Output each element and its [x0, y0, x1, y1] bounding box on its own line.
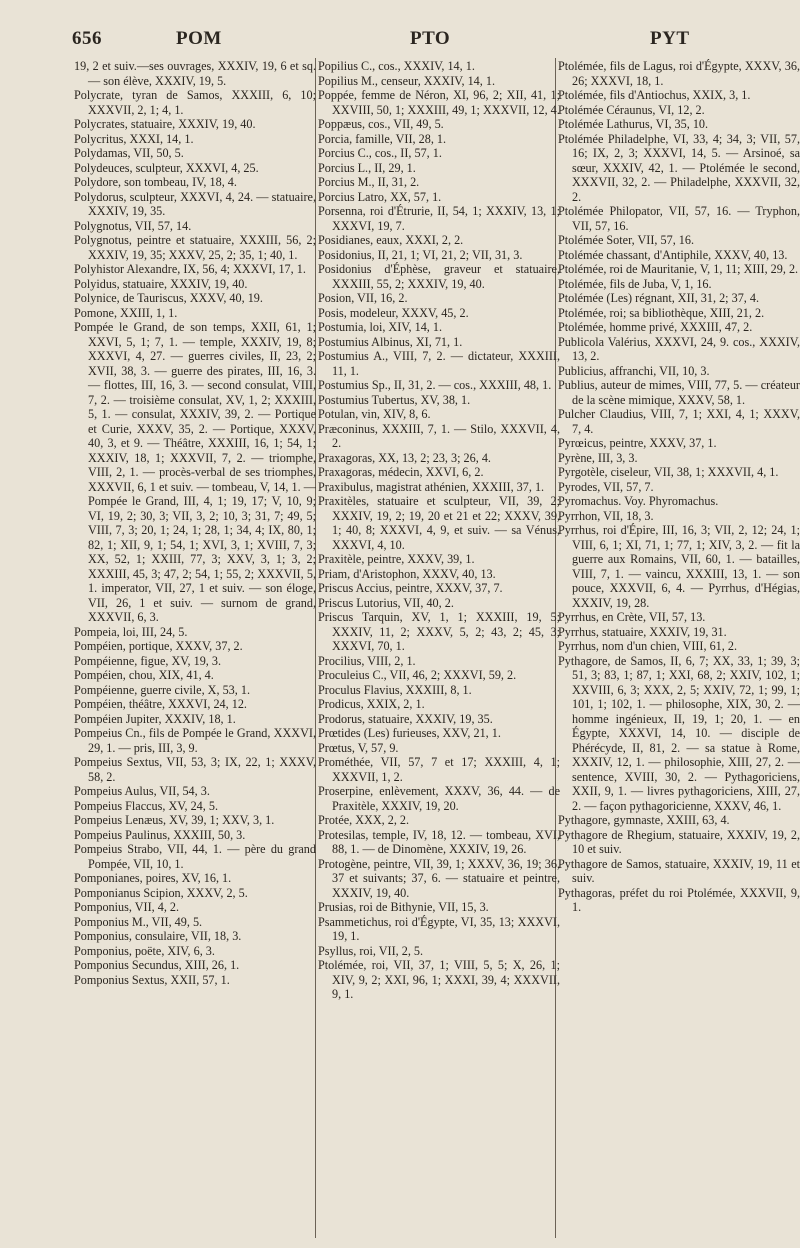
index-entry: Pythagoras, préfet du roi Ptolémée, XXXVII, 9, 1. — [558, 885, 800, 914]
index-entry: Ptolémée, roi de Mauritanie, V, 1, 11; XIII, 29, 2. — [558, 262, 799, 276]
index-entry: Polycritus, XXXI, 14, 1. — [74, 131, 194, 146]
index-entry: Pomponius Secundus, XIII, 26, 1. — [74, 958, 240, 972]
index-entry: Polydore, son tombeau, IV, 18, 4. — [74, 175, 237, 189]
index-entry: Praxitèles, statuaire et sculpteur, VII, 39, 2; XXXIV, 19, 2; 19, 20 et 21 et 22; XXXV, 39, 1; 40, 8; XXXVI, 4, 9, et suiv. — sa Vénus, XXXVI, 4, 10. — [318, 494, 560, 552]
index-entry: Publicola Valérius, XXXVI, 24, 9. cos., XXXIV, 13, 2. — [558, 334, 800, 363]
index-entry: Praxagoras, médecin, XXVI, 6, 2. — [318, 465, 484, 479]
index-entry: Prométhée, VII, 57, 7 et 17; XXXIII, 4, 1; XXXVII, 1, 2. — [318, 755, 560, 784]
index-column-right — [558, 59, 800, 1239]
index-entry: Polygnotus, peintre et statuaire, XXXIII, 56, 2; XXXIV, 19, 35; XXXV, 25, 2; 35, 1; 40, 1. — [74, 233, 316, 262]
column-heading-middle: PTO — [410, 28, 451, 49]
index-entry: Polyidus, statuaire, XXXIV, 19, 40. — [74, 276, 248, 291]
index-entry: Pomone, XXIII, 1, 1. — [74, 305, 178, 320]
index-entry: Pompeius Sextus, VII, 53, 3; IX, 22, 1; XXXV, 58, 2. — [74, 755, 316, 784]
index-entry: Polydamas, VII, 50, 5. — [74, 146, 184, 160]
index-entry: Pythagore de Rhegium, statuaire, XXXIV, 19, 2, 10 et suiv. — [558, 827, 800, 856]
index-entry: Potulan, vin, XIV, 8, 6. — [318, 407, 431, 421]
index-entry: Praxagoras, XX, 13, 2; 23, 3; 26, 4. — [318, 450, 491, 465]
index-entry: Pyrène, III, 3, 3. — [558, 450, 638, 465]
index-entry: Ptolémée Philopator, VII, 57, 16. — Tryphon, VII, 57, 16. — [558, 204, 800, 233]
index-entry: Pyrrhon, VII, 18, 3. — [558, 508, 654, 523]
index-entry: Pomponius, VII, 4, 2. — [74, 900, 180, 914]
index-entry: Posidianes, eaux, XXXI, 2, 2. — [318, 233, 464, 247]
index-entry: Posis, modeleur, XXXV, 45, 2. — [318, 305, 469, 320]
index-entry: Prusias, roi de Bithynie, VII, 15, 3. — [318, 900, 489, 914]
index-entry: Pompéien Jupiter, XXXIV, 18, 1. — [74, 711, 236, 726]
index-entry: Pyrrhus, en Crète, VII, 57, 13. — [558, 610, 706, 624]
index-entry: Pompeius Flaccus, XV, 24, 5. — [74, 798, 218, 813]
column-heading-left: POM — [176, 28, 222, 49]
index-entry: Posion, VII, 16, 2. — [318, 291, 408, 305]
index-entry: Porcius C., cos., II, 57, 1. — [318, 146, 442, 160]
index-entry: Ptolémée, roi, VII, 37, 1; VIII, 5, 5; X, 26, 1; XIV, 9, 2; XXI, 96, 1; XXXI, 39, 4; XXXVII, 9, 1. — [318, 958, 560, 1001]
index-entry: Porcius L., II, 29, 1. — [318, 160, 416, 175]
index-entry: Ptolémée (Les) régnant, XII, 31, 2; 37, 4. — [558, 291, 760, 305]
index-entry: Proserpine, enlèvement, XXXV, 36, 44. — de Praxitèle, XXXIV, 19, 20. — [318, 784, 560, 813]
index-entry: Priam, d'Aristophon, XXXV, 40, 13. — [318, 566, 496, 581]
index-entry: Pythagore de Samos, statuaire, XXXIV, 19, 11 et suiv. — [558, 856, 800, 885]
index-entry: Postumius Tubertus, XV, 38, 1. — [318, 392, 471, 407]
index-entry: Pyrodes, VII, 57, 7. — [558, 479, 654, 494]
index-entry: Psyllus, roi, VII, 2, 5. — [318, 943, 424, 958]
index-entry: Polyhistor Alexandre, IX, 56, 4; XXXVI, 17, 1. — [74, 262, 306, 276]
index-entry: Pompéien, chou, XIX, 41, 4. — [74, 668, 214, 682]
index-entry: Postumia, loi, XIV, 14, 1. — [318, 320, 443, 334]
index-entry: Ptolémée, homme privé, XXXIII, 47, 2. — [558, 320, 753, 334]
index-entry: Priscus Accius, peintre, XXXV, 37, 7. — [318, 581, 503, 595]
column-heading-right: PYT — [650, 28, 690, 49]
index-entry: Pompeius Aulus, VII, 54, 3. — [74, 784, 210, 798]
index-entry: Pompeius Cn., fils de Pompée le Grand, XXXVI, 29, 1. — pris, III, 3, 9. — [74, 726, 316, 755]
index-entry: Pomponianes, poires, XV, 16, 1. — [74, 871, 232, 885]
index-entry: Ptolémée chassant, d'Antiphile, XXXV, 40, 13. — [558, 247, 788, 262]
index-entry: Polycrates, statuaire, XXXIV, 19, 40. — [74, 117, 256, 131]
index-entry: Postumius Albinus, XI, 71, 1. — [318, 334, 463, 349]
index-entry: Protogène, peintre, VII, 39, 1; XXXV, 36, 19; 36, 37 et suivants; 37, 6. — statuaire et peintre, XXXIV, 19, 40. — [318, 856, 560, 900]
index-entry: Pythagore, gymnaste, XXIII, 63, 4. — [558, 813, 730, 827]
index-entry: 19, 2 et suiv.—ses ouvrages, XXXIV, 19, 6 et sq. — son élève, XXXIV, 19, 5. — [74, 59, 316, 88]
index-entry: Procilius, VIII, 2, 1. — [318, 653, 416, 668]
index-entry: Pulcher Claudius, VIII, 7, 1; XXI, 4, 1; XXXV, 7, 4. — [558, 407, 800, 436]
index-entry: Praxibulus, magistrat athénien, XXXIII, 37, 1. — [318, 479, 545, 494]
index-entry: Poppée, femme de Néron, XI, 96, 2; XII, 41, 1; XXVIII, 50, 1; XXXIII, 49, 1; XXXVII, 12, 4. — [318, 88, 560, 117]
index-entry: Pomponius M., VII, 49, 5. — [74, 914, 203, 929]
index-entry: Pyrgotèle, ciseleur, VII, 38, 1; XXXVII, 4, 1. — [558, 465, 779, 479]
index-entry: Pyrrhus, nom d'un chien, VIII, 61, 2. — [558, 639, 738, 653]
index-entry: Pomponius Sextus, XXII, 57, 1. — [74, 972, 230, 987]
index-entry: Posidonius, II, 21, 1; VI, 21, 2; VII, 31, 3. — [318, 247, 523, 262]
index-entry: Prodicus, XXIX, 2, 1. — [318, 697, 425, 711]
index-entry: Ptolémée, fils d'Antiochus, XXIX, 3, 1. — [558, 88, 751, 102]
index-entry: Porcius Latro, XX, 57, 1. — [318, 189, 442, 204]
index-entry: Pomponius, consulaire, VII, 18, 3. — [74, 929, 242, 943]
index-entry: Priscus Lutorius, VII, 40, 2. — [318, 595, 454, 610]
index-entry: Prœtides (Les) furieuses, XXV, 21, 1. — [318, 726, 501, 740]
index-entry: Ptolémée Lathurus, VI, 35, 10. — [558, 117, 709, 131]
index-entry: Pompéienne, figue, XV, 19, 3. — [74, 653, 222, 668]
index-entry: Ptolémée Céraunus, VI, 12, 2. — [558, 102, 705, 117]
index-entry: Popilius M., censeur, XXXIV, 14, 1. — [318, 73, 496, 88]
index-entry: Porsenna, roi d'Étrurie, II, 54, 1; XXXIV, 13, 1; XXXVI, 19, 7. — [318, 204, 560, 233]
index-entry: Ptolémée Philadelphe, VI, 33, 4; 34, 3; VII, 57, 16; IX, 2, 3; XXXVI, 14, 5. — Arsinoé, sa sœur, XXXIV, 42, 1. — Ptolémée le second, XXXVII, 32, 2. — Philadelphe, XXXVII, 32, 2. — [558, 131, 800, 204]
index-entry: Pompéienne, guerre civile, X, 53, 1. — [74, 682, 250, 697]
index-entry: Pompéien, portique, XXXV, 37, 2. — [74, 639, 243, 653]
index-entry: Pyrrhus, statuaire, XXXIV, 19, 31. — [558, 624, 727, 639]
index-entry: Proculeius C., VII, 46, 2; XXXVI, 59, 2. — [318, 668, 517, 682]
index-entry: Proculus Flavius, XXXIII, 8, 1. — [318, 682, 472, 697]
index-entry: Publicius, affranchi, VII, 10, 3. — [558, 363, 710, 378]
index-entry: Pomponius, poëte, XIV, 6, 3. — [74, 943, 215, 958]
index-entry: Polynice, de Tauriscus, XXXV, 40, 19. — [74, 291, 263, 305]
index-entry: Prœtus, V, 57, 9. — [318, 740, 399, 755]
index-entry: Prodorus, statuaire, XXXIV, 19, 35. — [318, 711, 493, 726]
index-entry: Popilius C., cos., XXXIV, 14, 1. — [318, 59, 475, 73]
index-entry: Polydeuces, sculpteur, XXXVI, 4, 25. — [74, 160, 259, 175]
index-entry: Porcius M., II, 31, 2. — [318, 175, 420, 189]
index-column-left — [74, 59, 316, 1239]
index-entry: Pomponianus Scipion, XXXV, 2, 5. — [74, 885, 248, 900]
index-entry: Psammetichus, roi d'Égypte, VI, 35, 13; XXXVI, 19, 1. — [318, 914, 560, 943]
index-entry: Ptolémée, fils de Lagus, roi d'Égypte, XXXV, 36, 26; XXXVI, 18, 1. — [558, 59, 800, 88]
index-entry: Pompéien, théâtre, XXXVI, 24, 12. — [74, 697, 247, 711]
index-column-middle — [318, 59, 560, 1239]
index-entry: Ptolémée Soter, VII, 57, 16. — [558, 233, 695, 247]
index-entry: Pyrœicus, peintre, XXXV, 37, 1. — [558, 436, 717, 450]
index-entry: Postumius Sp., II, 31, 2. — cos., XXXIII, 48, 1. — [318, 378, 552, 392]
index-entry: Protée, XXX, 2, 2. — [318, 813, 410, 827]
index-entry: Praxitèle, peintre, XXXV, 39, 1. — [318, 552, 475, 566]
index-entry: Polygnotus, VII, 57, 14. — [74, 218, 192, 233]
index-entry: Posidonius d'Éphèse, graveur et statuaire, XXXIII, 55, 2; XXXIV, 19, 40. — [318, 262, 560, 291]
index-entry: Pythagore, de Samos, II, 6, 7; XX, 33, 1; 39, 3; 51, 3; 83, 1; 87, 1; XXI, 68, 2; XXIV, 102, 1; XXVIII, 6, 3; XXX, 2, 5; XXIV, 72, 1; 99, 1; 101, 1; 102, 1. — philosophe, XIX, 30, 2. — homme ingénieux, II, 19, 1; 20, 1. — en Égypte, XXXVI, 14, 10. — disciple de Phérécyde, II, 81, 2. — sa statue à Rome, XXXIV, 12, 1. — philosophie, XIII, 27, 2. — sentence, XVIII, 30, 2. — Pythagoriciens, XXII, 9, 1. — livres pythagoriciens, XIII, 27, 2. — façon pythagoricienne, XXXV, 46, 1. — [558, 653, 800, 813]
index-entry: Porcia, famille, VII, 28, 1. — [318, 131, 447, 146]
index-entry: Pompeius Strabo, VII, 44, 1. — père du grand Pompée, VII, 10, 1. — [74, 842, 316, 871]
index-entry: Pyromachus. Voy. Phyromachus. — [558, 494, 719, 508]
index-entry: Pompeius Paulinus, XXXIII, 50, 3. — [74, 827, 246, 842]
index-entry: Pompeius Lenæus, XV, 39, 1; XXV, 3, 1. — [74, 813, 275, 827]
index-entry: Pompée le Grand, de son temps, XXII, 61, 1; XXVI, 5, 1; 7, 1. — temple, XXXIV, 19, 8; XXXVI, 4, 27. — guerres civiles, II, 23, 2; XVII, 38, 3. — guerre des pirates, III, 16, 3. — flottes, III, 16, 3. — second consulat, VIII, 7, 2. — troisième consulat, XV, 1, 2; XXXIII, 5, 1. — consulat, XXXIV, 39, 2. — Portique et Curie, XXXV, 35, 2. — Portique, XXXV, 40, 3, et 9. — Théâtre, XXXIII, 16, 1; 54, 1; XXXIV, 18, 1; XXXVII, 7, 2. — triomphe, VIII, 2, 1. — procès-verbal de ses triomphes, XXXVII, 6, 1 et suiv. — tombeau, V, 14, 1. — Pompée le Grand, III, 4, 1; 19, 17; V, 10, 9; VI, 19, 2; 30, 3; VII, 3, 2; 10, 3; 31, 7; 49, 5; VIII, 7, 3; 20, 1; 24, 1; 28, 1; 34, 4; IX, 80, 1; 82, 1; XII, 9, 1; 54, 1; XVI, 3, 1; XVIII, 7, 3; XX, 52, 1; XXIII, 77, 3; XXV, 3, 1; 3, 2; XXXIII, 45, 3; 47, 2; 54, 1; 55, 2; XXXVII, 5, 1. imperator, VII, 27, 1 et suiv. — son éloge, VII, 26, 1 et suiv. — surnom de grand, XXXVII, 6, 3. — [74, 320, 316, 624]
index-entry: Pyrrhus, roi d'Épire, III, 16, 3; VII, 2, 12; 24, 1; VIII, 6, 1; XI, 71, 1; 77, 1; XIV, 3, 2. — fit la guerre aux Romains, VII, 60, 1. — batailles, VIII, 7, 1. — vaincu, XXXIII, 13, 1. — son pouce, XXXVII, 6, 4. — Pyrrhus, d'Hégias, XXXIV, 19, 28. — [558, 523, 800, 610]
index-entry: Ptolémée, fils de Juba, V, 1, 16. — [558, 276, 712, 291]
index-entry: Protesilas, temple, IV, 18, 12. — tombeau, XVI, 88, 1. — de Dinomène, XXXIV, 19, 26. — [318, 827, 560, 856]
index-entry: Præconinus, XXXIII, 7, 1. — Stilo, XXXVII, 4, 2. — [318, 421, 560, 450]
index-entry: Priscus Tarquin, XV, 1, 1; XXXIII, 19, 5; XXXIV, 11, 2; XXXV, 5, 2; 43, 2; 45, 3; XXXVI, 70, 1. — [318, 610, 560, 653]
page-number: 656 — [72, 28, 102, 49]
index-entry: Ptolémée, roi; sa bibliothèque, XIII, 21, 2. — [558, 305, 765, 320]
index-entry: Publius, auteur de mimes, VIII, 77, 5. — créateur de la scène mimique, XXXV, 58, 1. — [558, 378, 800, 407]
index-entry: Postumius A., VIII, 7, 2. — dictateur, XXXIII, 11, 1. — [318, 349, 560, 378]
index-entry: Poppæus, cos., VII, 49, 5. — [318, 117, 444, 131]
index-entry: Pompeia, loi, III, 24, 5. — [74, 624, 188, 639]
index-entry: Polydorus, sculpteur, XXXVI, 4, 24. — statuaire, XXXIV, 19, 35. — [74, 189, 316, 218]
index-entry: Polycrate, tyran de Samos, XXXIII, 6, 10; XXXVII, 2, 1; 4, 1. — [74, 88, 316, 117]
